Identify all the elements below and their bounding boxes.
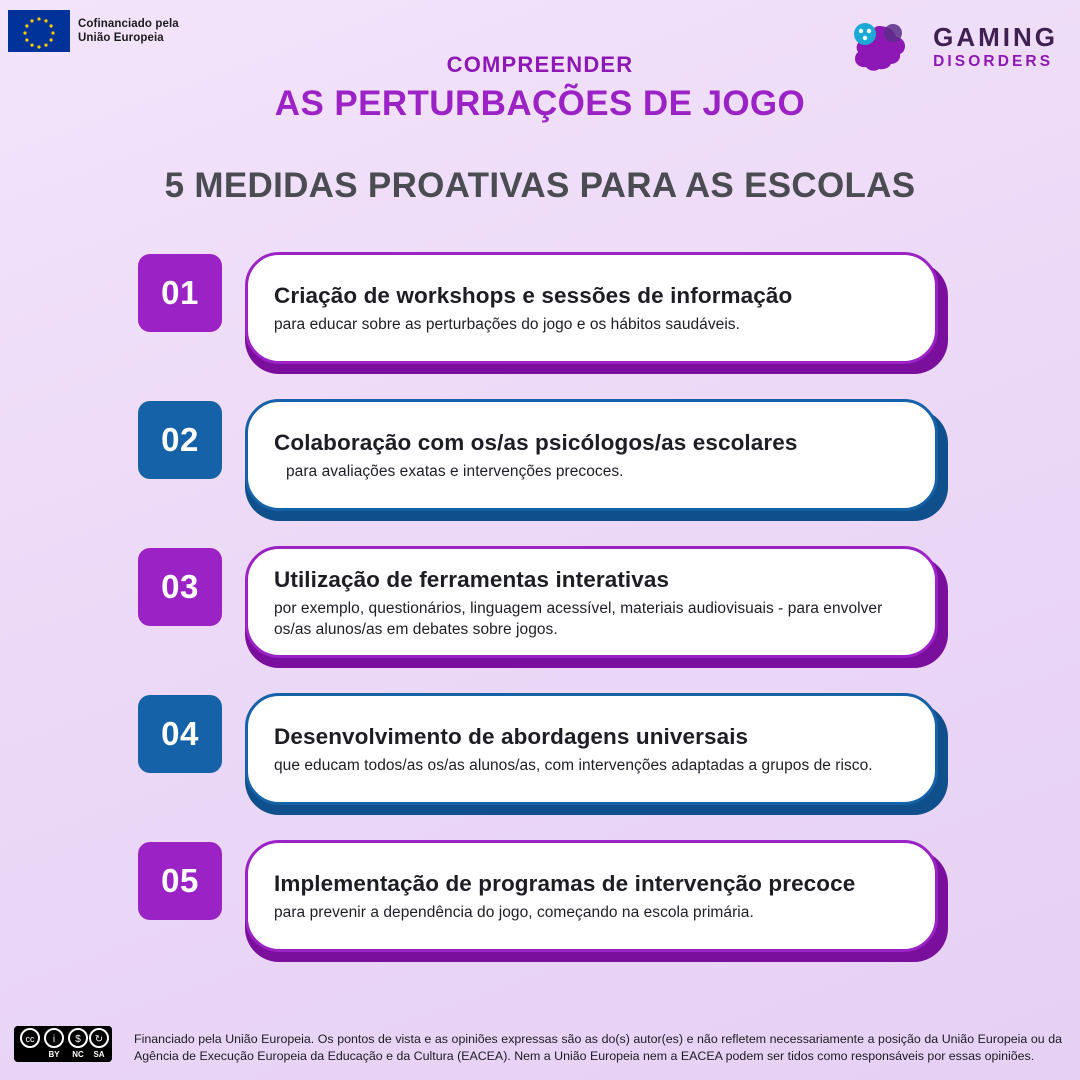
measure-number-badge	[138, 401, 222, 479]
svg-text:$: $	[75, 1034, 81, 1045]
brand-line1: GAMING	[933, 22, 1058, 53]
measure-number-badge	[138, 695, 222, 773]
measure-number: 02	[161, 421, 199, 458]
list-item	[138, 395, 948, 511]
measure-card	[245, 840, 938, 952]
measure-card	[245, 546, 938, 658]
header-subtitle: COMPREENDER	[446, 52, 634, 77]
eu-funding-line2: União Europeia	[78, 32, 164, 44]
measure-number-badge	[138, 254, 222, 332]
measure-description: para educar sobre as perturbações do jogo e os hábitos saudáveis.	[274, 316, 740, 334]
section-title: 5 MEDIDAS PROATIVAS PARA AS ESCOLAS	[164, 166, 916, 205]
measure-card	[245, 693, 938, 805]
list-item	[138, 836, 948, 952]
list-item	[138, 689, 948, 805]
svg-text:i: i	[52, 1034, 56, 1045]
measure-number: 05	[161, 862, 199, 899]
footer-disclaimer: Financiado pela União Europeia. Os pontos de vista e as opiniões expressas são as do(s) autor(es) e não refletem necessariamente a posição da União Europeia ou da Agência de Execução Europeia da Educação e da Cultura (EACEA). Nem a União Europeia nem a EACEA podem ser tidos como responsáveis por essas opiniões.	[134, 1031, 1062, 1064]
measure-description: para prevenir a dependência do jogo, começando na escola primária.	[274, 904, 754, 922]
svg-text:↻: ↻	[94, 1034, 104, 1045]
list-item	[138, 542, 948, 658]
measure-number-badge	[138, 842, 222, 920]
measure-number: 03	[161, 568, 199, 605]
svg-text:cc: cc	[25, 1034, 35, 1044]
measure-card	[245, 399, 938, 511]
eu-flag-icon	[8, 10, 70, 52]
measure-description: para avaliações exatas e intervenções precoces.	[286, 463, 624, 481]
measure-description: por exemplo, questionários, linguagem acessível, materiais audiovisuais - para envolver os/as alunos/as em debates sobre jogos.	[274, 600, 883, 638]
gaming-disorders-brain-icon	[849, 20, 923, 74]
eu-funding-logo	[8, 10, 179, 52]
measure-number: 04	[161, 715, 199, 752]
eu-funding-label	[78, 17, 179, 46]
brand-logo	[849, 20, 1058, 74]
brand-line2: DISORDERS	[933, 53, 1054, 71]
footer	[0, 996, 1080, 1080]
brand-wordmark	[933, 24, 1058, 70]
measures-list	[138, 248, 948, 983]
eu-funding-line1: Cofinanciado pela	[78, 17, 179, 30]
list-item	[138, 248, 948, 364]
measure-card	[245, 252, 938, 364]
measure-number: 01	[161, 274, 199, 311]
page-title: AS PERTURBAÇÕES DE JOGO	[274, 84, 806, 123]
measure-title: Criação de workshops e sessões de informação	[274, 283, 793, 309]
measure-title: Utilização de ferramentas interativas	[274, 567, 670, 593]
measure-description: que educam todos/as os/as alunos/as, com intervenções adaptadas a grupos de risco.	[274, 757, 873, 775]
measure-number-badge	[138, 548, 222, 626]
measure-title: Desenvolvimento de abordagens universais	[274, 724, 749, 750]
eu-stars-icon	[8, 10, 70, 52]
measure-title: Colaboração com os/as psicólogos/as escolares	[274, 430, 798, 456]
creative-commons-by-nc-sa-icon	[14, 1026, 112, 1062]
measure-title: Implementação de programas de intervenção precoce	[274, 871, 856, 897]
svg-text:BY: BY	[48, 1050, 60, 1059]
svg-text:SA: SA	[93, 1050, 105, 1059]
svg-text:NC: NC	[72, 1050, 84, 1059]
